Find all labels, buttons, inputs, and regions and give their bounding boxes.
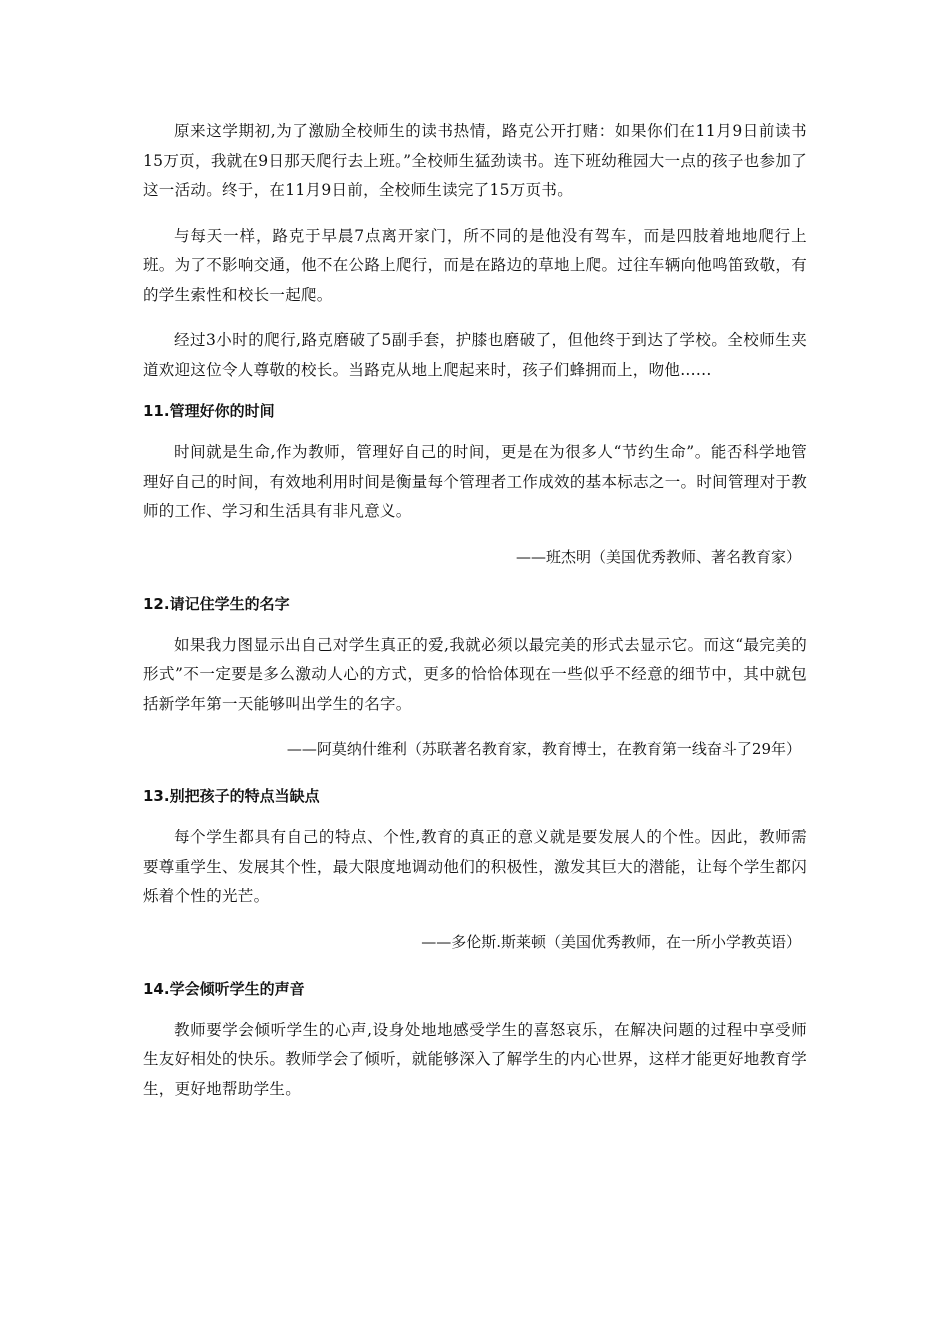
section-body-13: 每个学生都具有自己的特点、个性,教育的真正的意义就是要发展人的个性。因此，教师需要尊重学生、发展其个性，最大限度地调动他们的积极性，激发其巨大的潜能，让每个学生都闪烁着个性的光芒。 <box>143 828 807 905</box>
document-body <box>143 117 807 1104</box>
section-body-11: 时间就是生命,作为教师，管理好自己的时间，更是在为很多人“节约生命”。能否科学地管理好自己的时间，有效地利用时间是衡量每个管理者工作成效的基本标志之一。时间管理对于教师的工作、学习和生活具有非凡意义。 <box>143 443 807 520</box>
section-body-14: 教师要学会倾听学生的心声,设身处地地感受学生的喜怒哀乐，在解决问题的过程中享受师生友好相处的快乐。教师学会了倾听，就能够深入了解学生的内心世界，这样才能更好地教育学生，更好地帮助学生。 <box>143 1020 807 1098</box>
section-body-12: 如果我力图显示出自己对学生真正的爱,我就必须以最完美的形式去显示它。而这“最完美的形式”不一定要是多么激动人心的方式，更多的恰恰体现在一些似乎不经意的细节中，其中就包括新学年第一天能够叫出学生的名字。 <box>143 635 807 713</box>
section-heading-11: 11.管理好你的时间 <box>143 402 275 420</box>
section-attribution-12: ——阿莫纳什维利（苏联著名教育家，教育博士，在教育第一线奋斗了29年） <box>286 740 801 758</box>
section-heading-12: 12.请记住学生的名字 <box>143 594 290 613</box>
section-heading-13: 13.别把孩子的特点当缺点 <box>143 787 320 805</box>
intro-paragraph-2: 与每天一样，路克于早晨7点离开家门，所不同的是他没有驾车，而是四肢着地地爬行上班。为了不影响交通，他不在公路上爬行，而是在路边的草地上爬。过往车辆向他鸣笛致敬，有的学生索性和校长一起爬。 <box>143 226 807 304</box>
intro-paragraph-3: 经过3小时的爬行,路克磨破了5副手套，护膝也磨破了，但他终于到达了学校。全校师生夹道欢迎这位令人尊敬的校长。当路克从地上爬起来时，孩子们蜂拥而上，吻他...... <box>143 331 807 379</box>
section-heading-14: 14.学会倾听学生的声音 <box>143 979 305 998</box>
section-attribution-11: ——班杰明（美国优秀教师、著名教育家） <box>515 547 801 566</box>
section-attribution-13: ——多伦斯.斯莱顿（美国优秀教师，在一所小学教英语） <box>421 932 801 951</box>
intro-paragraph-1: 原来这学期初,为了激励全校师生的读书热情，路克公开打赌：如果你们在11月9日前读书15万页，我就在9日那天爬行去上班。”全校师生猛劲读书。连下班幼稚园大一点的孩子也参加了这一活动。终于，在11月9日前，全校师生读完了15万页书。 <box>143 122 807 199</box>
